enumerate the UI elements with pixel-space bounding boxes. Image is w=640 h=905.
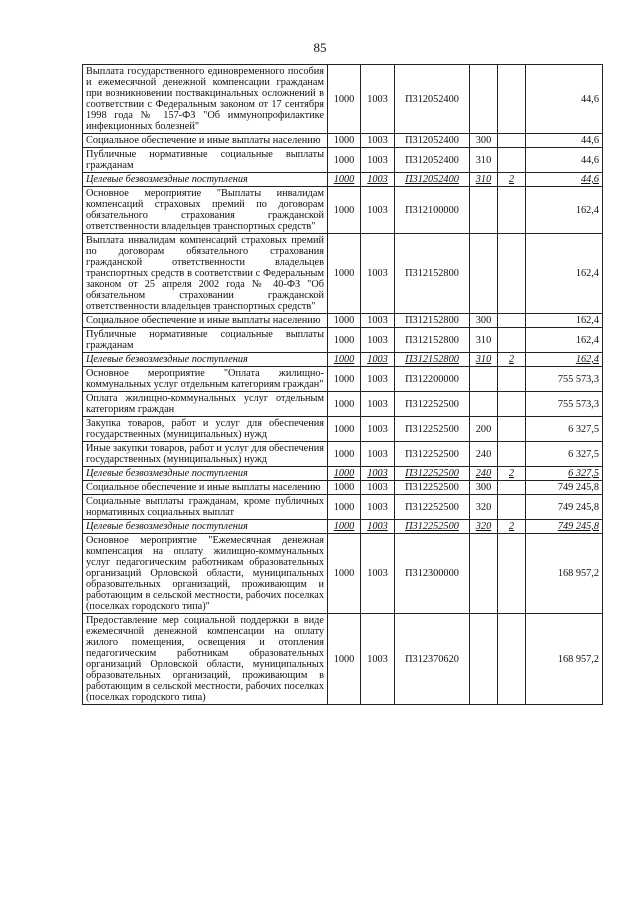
- section-code-cell: 1000: [328, 614, 361, 705]
- subsection-code-cell: 1003: [361, 442, 395, 467]
- budget-table: [82, 64, 603, 705]
- subsection-code-cell: 1003: [361, 148, 395, 173]
- funding-source-cell: [498, 234, 526, 314]
- subsection-code-cell: 1003: [361, 417, 395, 442]
- target-article-cell: П312152800: [395, 314, 470, 328]
- expense-type-cell: 320: [470, 495, 498, 520]
- target-article-cell: П312200000: [395, 367, 470, 392]
- table-row: [83, 173, 603, 187]
- row-name-cell: Публичные нормативные социальные выплаты гражданам: [83, 148, 328, 173]
- amount-cell: 162,4: [526, 187, 603, 234]
- table-row: [83, 65, 603, 134]
- amount-cell: 6 327,5: [526, 442, 603, 467]
- subsection-code-cell: 1003: [361, 534, 395, 614]
- section-code-cell: 1000: [328, 467, 361, 481]
- amount-cell: 6 327,5: [526, 467, 603, 481]
- section-code-cell: 1000: [328, 65, 361, 134]
- expense-type-cell: [470, 614, 498, 705]
- target-article-cell: П312152800: [395, 353, 470, 367]
- target-article-cell: П312052400: [395, 65, 470, 134]
- funding-source-cell: [498, 481, 526, 495]
- target-article-cell: П312252500: [395, 392, 470, 417]
- expense-type-cell: [470, 534, 498, 614]
- target-article-cell: П312252500: [395, 481, 470, 495]
- row-name-cell: Закупка товаров, работ и услуг для обеспечения государственных (муниципальных) нужд: [83, 417, 328, 442]
- row-name-cell: Основное мероприятие "Ежемесячная денежная компенсация на оплату жилищно-коммунальных услуг педагогическим работникам образовательных организаций Орловской области, муниципальных образовательных организаций, проживающим и работающим в сельской местности, рабочих поселках (поселках городского типа)": [83, 534, 328, 614]
- subsection-code-cell: 1003: [361, 328, 395, 353]
- amount-cell: 749 245,8: [526, 481, 603, 495]
- section-code-cell: 1000: [328, 328, 361, 353]
- target-article-cell: П312152800: [395, 234, 470, 314]
- table-row: [83, 495, 603, 520]
- expense-type-cell: [470, 367, 498, 392]
- target-article-cell: П312252500: [395, 495, 470, 520]
- subsection-code-cell: 1003: [361, 614, 395, 705]
- table-row: [83, 353, 603, 367]
- row-name-cell: Целевые безвозмездные поступления: [83, 520, 328, 534]
- section-code-cell: 1000: [328, 134, 361, 148]
- amount-cell: 44,6: [526, 173, 603, 187]
- table-row: [83, 314, 603, 328]
- target-article-cell: П312052400: [395, 148, 470, 173]
- expense-type-cell: [470, 234, 498, 314]
- table-row: [83, 187, 603, 234]
- funding-source-cell: [498, 614, 526, 705]
- funding-source-cell: 2: [498, 520, 526, 534]
- section-code-cell: 1000: [328, 520, 361, 534]
- subsection-code-cell: 1003: [361, 520, 395, 534]
- row-name-cell: Публичные нормативные социальные выплаты гражданам: [83, 328, 328, 353]
- amount-cell: 755 573,3: [526, 367, 603, 392]
- amount-cell: 44,6: [526, 134, 603, 148]
- table-row: [83, 614, 603, 705]
- section-code-cell: 1000: [328, 148, 361, 173]
- section-code-cell: 1000: [328, 417, 361, 442]
- funding-source-cell: [498, 314, 526, 328]
- section-code-cell: 1000: [328, 173, 361, 187]
- funding-source-cell: 2: [498, 173, 526, 187]
- expense-type-cell: 200: [470, 417, 498, 442]
- row-name-cell: Социальное обеспечение и иные выплаты населению: [83, 314, 328, 328]
- expense-type-cell: 300: [470, 481, 498, 495]
- target-article-cell: П312252500: [395, 417, 470, 442]
- target-article-cell: П312252500: [395, 467, 470, 481]
- row-name-cell: Социальные выплаты гражданам, кроме публичных нормативных социальных выплат: [83, 495, 328, 520]
- funding-source-cell: [498, 534, 526, 614]
- funding-source-cell: [498, 495, 526, 520]
- section-code-cell: 1000: [328, 367, 361, 392]
- target-article-cell: П312052400: [395, 173, 470, 187]
- target-article-cell: П312152800: [395, 328, 470, 353]
- expense-type-cell: 300: [470, 134, 498, 148]
- row-name-cell: Оплата жилищно-коммунальных услуг отдельным категориям граждан: [83, 392, 328, 417]
- table-row: [83, 148, 603, 173]
- expense-type-cell: 310: [470, 328, 498, 353]
- target-article-cell: П312252500: [395, 520, 470, 534]
- row-name-cell: Целевые безвозмездные поступления: [83, 353, 328, 367]
- section-code-cell: 1000: [328, 187, 361, 234]
- target-article-cell: П312252500: [395, 442, 470, 467]
- funding-source-cell: [498, 65, 526, 134]
- amount-cell: 44,6: [526, 65, 603, 134]
- amount-cell: 749 245,8: [526, 520, 603, 534]
- amount-cell: 6 327,5: [526, 417, 603, 442]
- row-name-cell: Основное мероприятие "Оплата жилищно-коммунальных услуг отдельным категориям граждан": [83, 367, 328, 392]
- funding-source-cell: 2: [498, 353, 526, 367]
- row-name-cell: Социальное обеспечение и иные выплаты населению: [83, 481, 328, 495]
- table-row: [83, 328, 603, 353]
- table-row: [83, 417, 603, 442]
- section-code-cell: 1000: [328, 314, 361, 328]
- amount-cell: 755 573,3: [526, 392, 603, 417]
- subsection-code-cell: 1003: [361, 353, 395, 367]
- table-row: [83, 234, 603, 314]
- table-row: [83, 442, 603, 467]
- table-row: [83, 367, 603, 392]
- amount-cell: 162,4: [526, 234, 603, 314]
- funding-source-cell: [498, 442, 526, 467]
- row-name-cell: Выплата государственного единовременного пособия и ежемесячной денежной компенсации гражданам при возникновении поствакцинальных осложнений в соответствии с Федеральным законом от 17 сентября 1998 года № 157-ФЗ "Об иммунопрофилактике инфекционных болезней": [83, 65, 328, 134]
- expense-type-cell: [470, 392, 498, 417]
- table-row: [83, 534, 603, 614]
- amount-cell: 749 245,8: [526, 495, 603, 520]
- row-name-cell: Целевые безвозмездные поступления: [83, 467, 328, 481]
- page-number: 85: [313, 40, 327, 55]
- section-code-cell: 1000: [328, 234, 361, 314]
- subsection-code-cell: 1003: [361, 65, 395, 134]
- funding-source-cell: [498, 367, 526, 392]
- funding-source-cell: [498, 134, 526, 148]
- expense-type-cell: 300: [470, 314, 498, 328]
- amount-cell: 162,4: [526, 314, 603, 328]
- section-code-cell: 1000: [328, 534, 361, 614]
- row-name-cell: Выплата инвалидам компенсаций страховых премий по договорам обязательного страхования гражданской ответственности владельцев транспортных средств в соответствии с Федеральным законом от 25 апреля 2002 года № 40-ФЗ "Об обязательном страховании гражданской ответственности владельцев транспортных средств": [83, 234, 328, 314]
- funding-source-cell: [498, 417, 526, 442]
- row-name-cell: Иные закупки товаров, работ и услуг для обеспечения государственных (муниципальных) нужд: [83, 442, 328, 467]
- expense-type-cell: [470, 65, 498, 134]
- funding-source-cell: [498, 187, 526, 234]
- section-code-cell: 1000: [328, 392, 361, 417]
- subsection-code-cell: 1003: [361, 467, 395, 481]
- amount-cell: 168 957,2: [526, 614, 603, 705]
- amount-cell: 44,6: [526, 148, 603, 173]
- table-row: [83, 134, 603, 148]
- target-article-cell: П312370620: [395, 614, 470, 705]
- funding-source-cell: [498, 148, 526, 173]
- row-name-cell: Целевые безвозмездные поступления: [83, 173, 328, 187]
- amount-cell: 168 957,2: [526, 534, 603, 614]
- funding-source-cell: [498, 328, 526, 353]
- target-article-cell: П312052400: [395, 134, 470, 148]
- expense-type-cell: 310: [470, 148, 498, 173]
- amount-cell: 162,4: [526, 353, 603, 367]
- expense-type-cell: [470, 187, 498, 234]
- subsection-code-cell: 1003: [361, 367, 395, 392]
- table-row: [83, 520, 603, 534]
- subsection-code-cell: 1003: [361, 234, 395, 314]
- section-code-cell: 1000: [328, 481, 361, 495]
- table-row: [83, 467, 603, 481]
- subsection-code-cell: 1003: [361, 481, 395, 495]
- section-code-cell: 1000: [328, 442, 361, 467]
- expense-type-cell: 310: [470, 353, 498, 367]
- subsection-code-cell: 1003: [361, 495, 395, 520]
- section-code-cell: 1000: [328, 353, 361, 367]
- table-row: [83, 392, 603, 417]
- amount-cell: 162,4: [526, 328, 603, 353]
- subsection-code-cell: 1003: [361, 314, 395, 328]
- subsection-code-cell: 1003: [361, 134, 395, 148]
- expense-type-cell: 310: [470, 173, 498, 187]
- funding-source-cell: 2: [498, 467, 526, 481]
- target-article-cell: П312300000: [395, 534, 470, 614]
- expense-type-cell: 320: [470, 520, 498, 534]
- subsection-code-cell: 1003: [361, 173, 395, 187]
- row-name-cell: Основное мероприятие "Выплаты инвалидам компенсаций страховых премий по договорам обязательного страхования гражданской ответственности владельцев транспортных средств": [83, 187, 328, 234]
- table-row: [83, 481, 603, 495]
- row-name-cell: Социальное обеспечение и иные выплаты населению: [83, 134, 328, 148]
- expense-type-cell: 240: [470, 467, 498, 481]
- expense-type-cell: 240: [470, 442, 498, 467]
- target-article-cell: П312100000: [395, 187, 470, 234]
- section-code-cell: 1000: [328, 495, 361, 520]
- subsection-code-cell: 1003: [361, 392, 395, 417]
- subsection-code-cell: 1003: [361, 187, 395, 234]
- funding-source-cell: [498, 392, 526, 417]
- row-name-cell: Предоставление мер социальной поддержки в виде ежемесячной денежной компенсации на оплату жилого помещения, освещения и отопления педагогическим работникам образовательных организаций Орловской области, муниципальных образовательных организаций, проживающим в работающим в сельской местности, рабочих поселках (поселках городского типа): [83, 614, 328, 705]
